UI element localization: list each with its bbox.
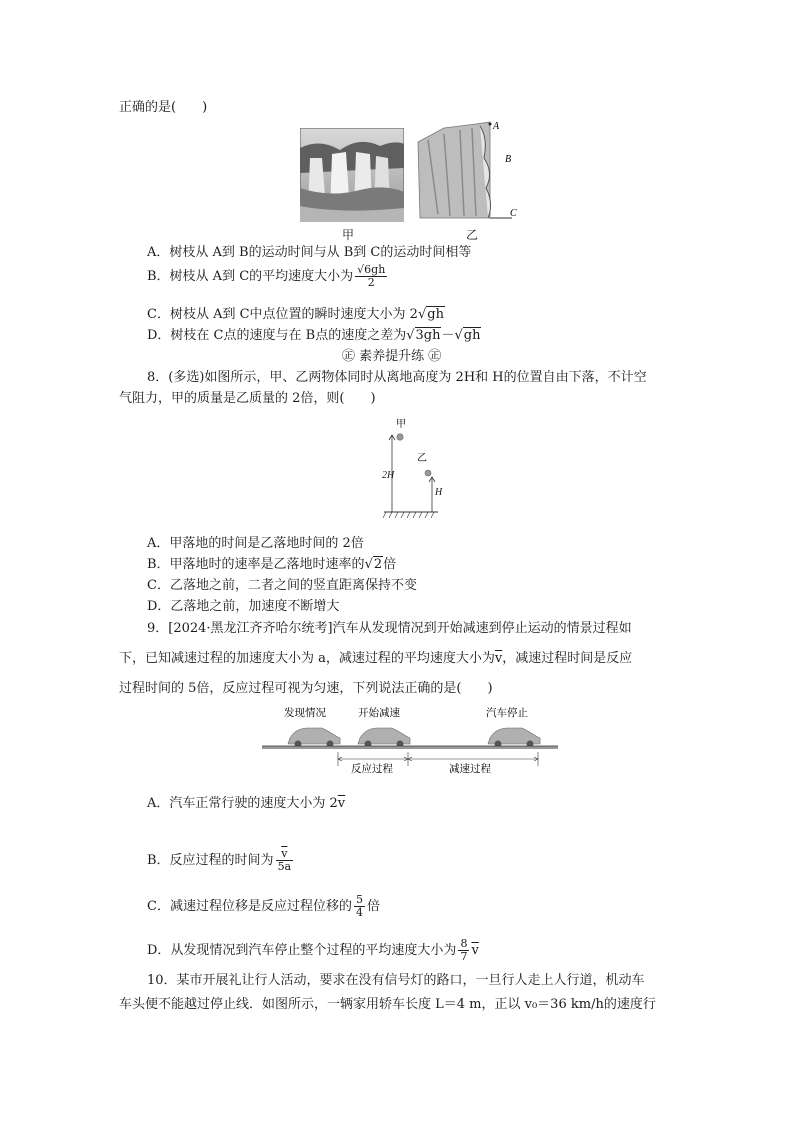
figure-label-jia: 甲 — [342, 228, 355, 242]
label-discover: 发现情况 — [284, 707, 326, 719]
q8-option-d: D．乙落地之前，加速度不断增大 — [147, 599, 340, 614]
q8-option-a: A．甲落地的时间是乙落地时间的 2倍 — [147, 536, 364, 551]
q7-option-a: A．树枝从 A到 B的运动时间与从 B到 C的运动时间相等 — [147, 245, 472, 260]
q8-line-2: 气阻力，甲的质量是乙质量的 2倍，则( ) — [119, 391, 376, 406]
q8-option-c: C．乙落地之前，二者之间的竖直距离保持不变 — [147, 578, 417, 593]
section-header: ㊣ 素养提升练 ㊣ — [342, 349, 442, 364]
figure-label-yi: 乙 — [466, 228, 479, 242]
q9-option-a: A．汽车正常行驶的速度大小为 $2\overline{v}$ — [147, 796, 346, 811]
q10-line-2: 车头便不能越过停止线．如图所示，一辆家用轿车长度 L＝4 m，正以 v₀＝36 km/h的速度行 — [119, 997, 656, 1012]
point-label-a: A — [493, 121, 500, 132]
waterfall-photo — [300, 128, 404, 222]
car-icon — [488, 728, 540, 748]
label-h: H — [435, 487, 443, 498]
q9-line-2: 下，已知减速过程的加速度大小为 a，减速过程的平均速度大小为$\overline{v}$，减速过程时间是反应 — [119, 651, 633, 666]
label-car-stop: 汽车停止 — [486, 707, 528, 719]
q8-option-b: B．甲落地时的速率是乙落地时速率的√2倍 — [147, 557, 397, 572]
label-reaction: 反应过程 — [351, 763, 393, 775]
q7-option-d: D．树枝在 C点的速度与在 B点的速度之差为√3gh－√gh — [147, 328, 481, 343]
label-start-decel: 开始减速 — [358, 707, 400, 719]
q9-option-c: C．减速过程位移是反应过程位移的 $\frac{5}{4}$ 倍 — [147, 893, 380, 919]
q7-option-b-text: B．树枝从 A到 C的平均速度大小为 — [147, 269, 354, 284]
label-jia: 甲 — [396, 419, 406, 430]
point-label-b: B — [505, 154, 512, 165]
car-icon — [288, 728, 340, 748]
car-braking-diagram — [262, 700, 562, 784]
free-fall-diagram — [380, 418, 443, 520]
label-2h: 2H — [382, 470, 395, 481]
q10-line-1: 10．某市开展礼让行人活动，要求在没有信号灯的路口，一旦行人走上人行道，机动车 — [147, 973, 645, 988]
car-icon — [358, 728, 410, 748]
question-intro: 正确的是( ) — [119, 100, 208, 115]
point-label-c: C — [510, 208, 517, 219]
q8-line-1: 8．(多选)如图所示，甲、乙两物体同时从离地高度为 2H和 H的位置自由下落，不计空 — [147, 370, 647, 385]
q7-option-b — [147, 264, 389, 289]
cliff-diagram — [414, 118, 534, 224]
q9-option-b: B．反应过程的时间为 $\frac{\overline{v}}{5a}$ — [147, 847, 292, 873]
q9-line-1: 9．[2024·黑龙江齐齐哈尔统考]汽车从发现情况到开始减速到停止运动的情景过程如 — [147, 621, 632, 636]
q9-option-d: D．从发现情况到汽车停止整个过程的平均速度大小为 $\frac{8}{7}$ $\overline{v}$ — [147, 937, 479, 963]
label-yi: 乙 — [417, 453, 427, 464]
q9-line-3: 过程时间的 5倍，反应过程可视为匀速，下列说法正确的是( ) — [119, 681, 493, 696]
label-deceleration: 减速过程 — [449, 763, 491, 775]
q7-option-c: C．树枝从 A到 C中点位置的瞬时速度大小为 2√gh — [147, 307, 444, 322]
q7-option-b-fraction: $\frac{√6gh}{2}$ — [357, 263, 386, 289]
